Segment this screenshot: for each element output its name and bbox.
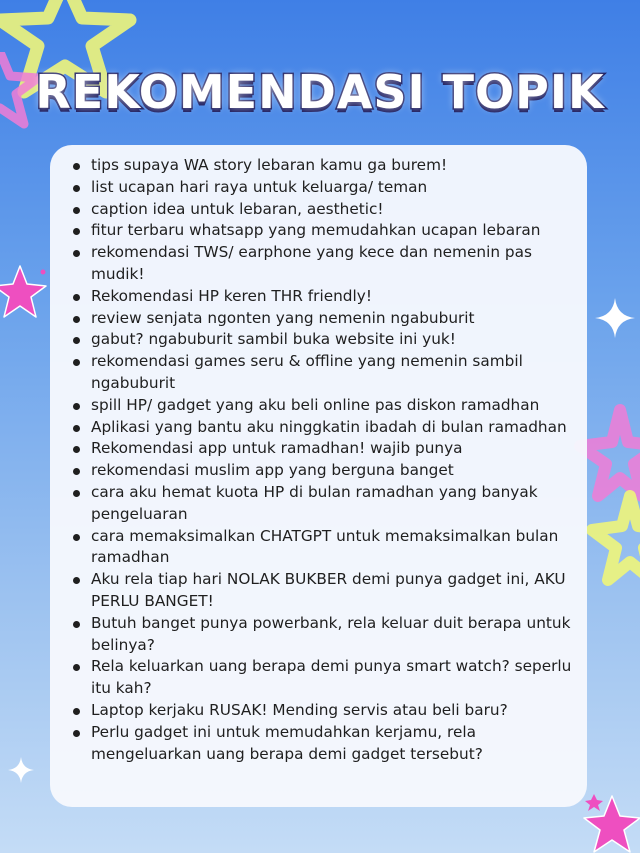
bullet-icon — [73, 250, 80, 257]
topic-text: cara aku hemat kuota HP di bulan ramadhan yang banyak pengeluaran — [91, 482, 538, 523]
sparkle-icon — [595, 298, 635, 338]
topic-text: review senjata ngonten yang nemenin ngabuburit — [91, 308, 475, 327]
bullet-icon — [73, 425, 80, 432]
bullet-icon — [73, 359, 80, 366]
topic-list — [72, 155, 573, 765]
list-item — [72, 329, 573, 351]
topic-text: Rekomendasi app untuk ramadhan! wajib punya — [91, 439, 463, 458]
list-item — [72, 569, 573, 613]
bullet-icon — [73, 534, 80, 541]
bullet-icon — [73, 228, 80, 235]
list-item — [72, 308, 573, 330]
bullet-icon — [73, 185, 80, 192]
bullet-icon — [73, 490, 80, 497]
bullet-icon — [73, 294, 80, 301]
topic-text: fitur terbaru whatsapp yang memudahkan ucapan lebaran — [91, 221, 541, 240]
list-item — [72, 526, 573, 570]
list-item — [72, 395, 573, 417]
sparkle-icon — [8, 757, 34, 783]
pink-star-icon — [0, 262, 50, 322]
topic-text: Rekomendasi HP keren THR friendly! — [91, 286, 372, 305]
topic-text: rekomendasi muslim app yang berguna banget — [91, 461, 454, 480]
topic-text: Butuh banget punya powerbank, rela keluar duit berapa untuk belinya? — [91, 613, 571, 654]
pink-star-icon — [578, 790, 640, 853]
topic-card — [50, 145, 587, 807]
list-item — [72, 417, 573, 439]
bullet-icon — [73, 621, 80, 628]
bullet-icon — [73, 730, 80, 737]
bullet-icon — [73, 664, 80, 671]
bullet-icon — [73, 316, 80, 323]
list-item — [72, 722, 573, 766]
bullet-icon — [73, 403, 80, 410]
list-item — [72, 656, 573, 700]
topic-text: Laptop kerjaku RUSAK! Mending servis atau beli baru? — [91, 700, 508, 719]
bullet-icon — [73, 708, 80, 715]
list-item — [72, 438, 573, 460]
list-item — [72, 177, 573, 199]
page-title: REKOMENDASI TOPIK — [35, 65, 605, 119]
topic-text: list ucapan hari raya untuk keluarga/ teman — [91, 177, 428, 196]
topic-text: Aku rela tiap hari NOLAK BUKBER demi punya gadget ini, AKU PERLU BANGET! — [91, 570, 566, 610]
list-item — [72, 155, 573, 177]
topic-text: tips supaya WA story lebaran kamu ga burem! — [91, 156, 448, 174]
bullet-icon — [73, 207, 80, 214]
topic-text: spill HP/ gadget yang aku beli online pas diskon ramadhan — [91, 395, 540, 414]
bullet-icon — [73, 337, 80, 344]
topic-text: gabut? ngabuburit sambil buka website ini yuk! — [91, 330, 456, 349]
topic-text: rekomendasi games seru & offline yang nemenin sambil ngabuburit — [91, 352, 523, 392]
list-item — [72, 460, 573, 482]
list-item — [72, 613, 573, 657]
list-item — [72, 351, 573, 395]
bullet-icon — [73, 468, 80, 475]
list-item — [72, 220, 573, 242]
bullet-icon — [73, 446, 80, 453]
topic-text: Aplikasi yang bantu aku ninggkatin ibadah di bulan ramadhan — [91, 417, 567, 436]
list-item — [72, 199, 573, 221]
list-item — [72, 482, 573, 526]
bullet-icon — [73, 577, 80, 584]
bullet-icon — [73, 163, 80, 170]
topic-text: Rela keluarkan uang berapa demi punya smart watch? seperlu itu kah? — [91, 657, 572, 698]
topic-text: caption idea untuk lebaran, aesthetic! — [91, 199, 384, 218]
list-item — [72, 242, 573, 286]
topic-text: cara memaksimalkan CHATGPT untuk memaksimalkan bulan ramadhan — [91, 526, 559, 567]
topic-text: Perlu gadget ini untuk memudahkan kerjamu, rela mengeluarkan uang berapa demi gadget tersebut? — [91, 722, 483, 763]
list-item — [72, 700, 573, 722]
topic-text: rekomendasi TWS/ earphone yang kece dan nemenin pas mudik! — [91, 243, 532, 283]
list-item — [72, 286, 573, 308]
